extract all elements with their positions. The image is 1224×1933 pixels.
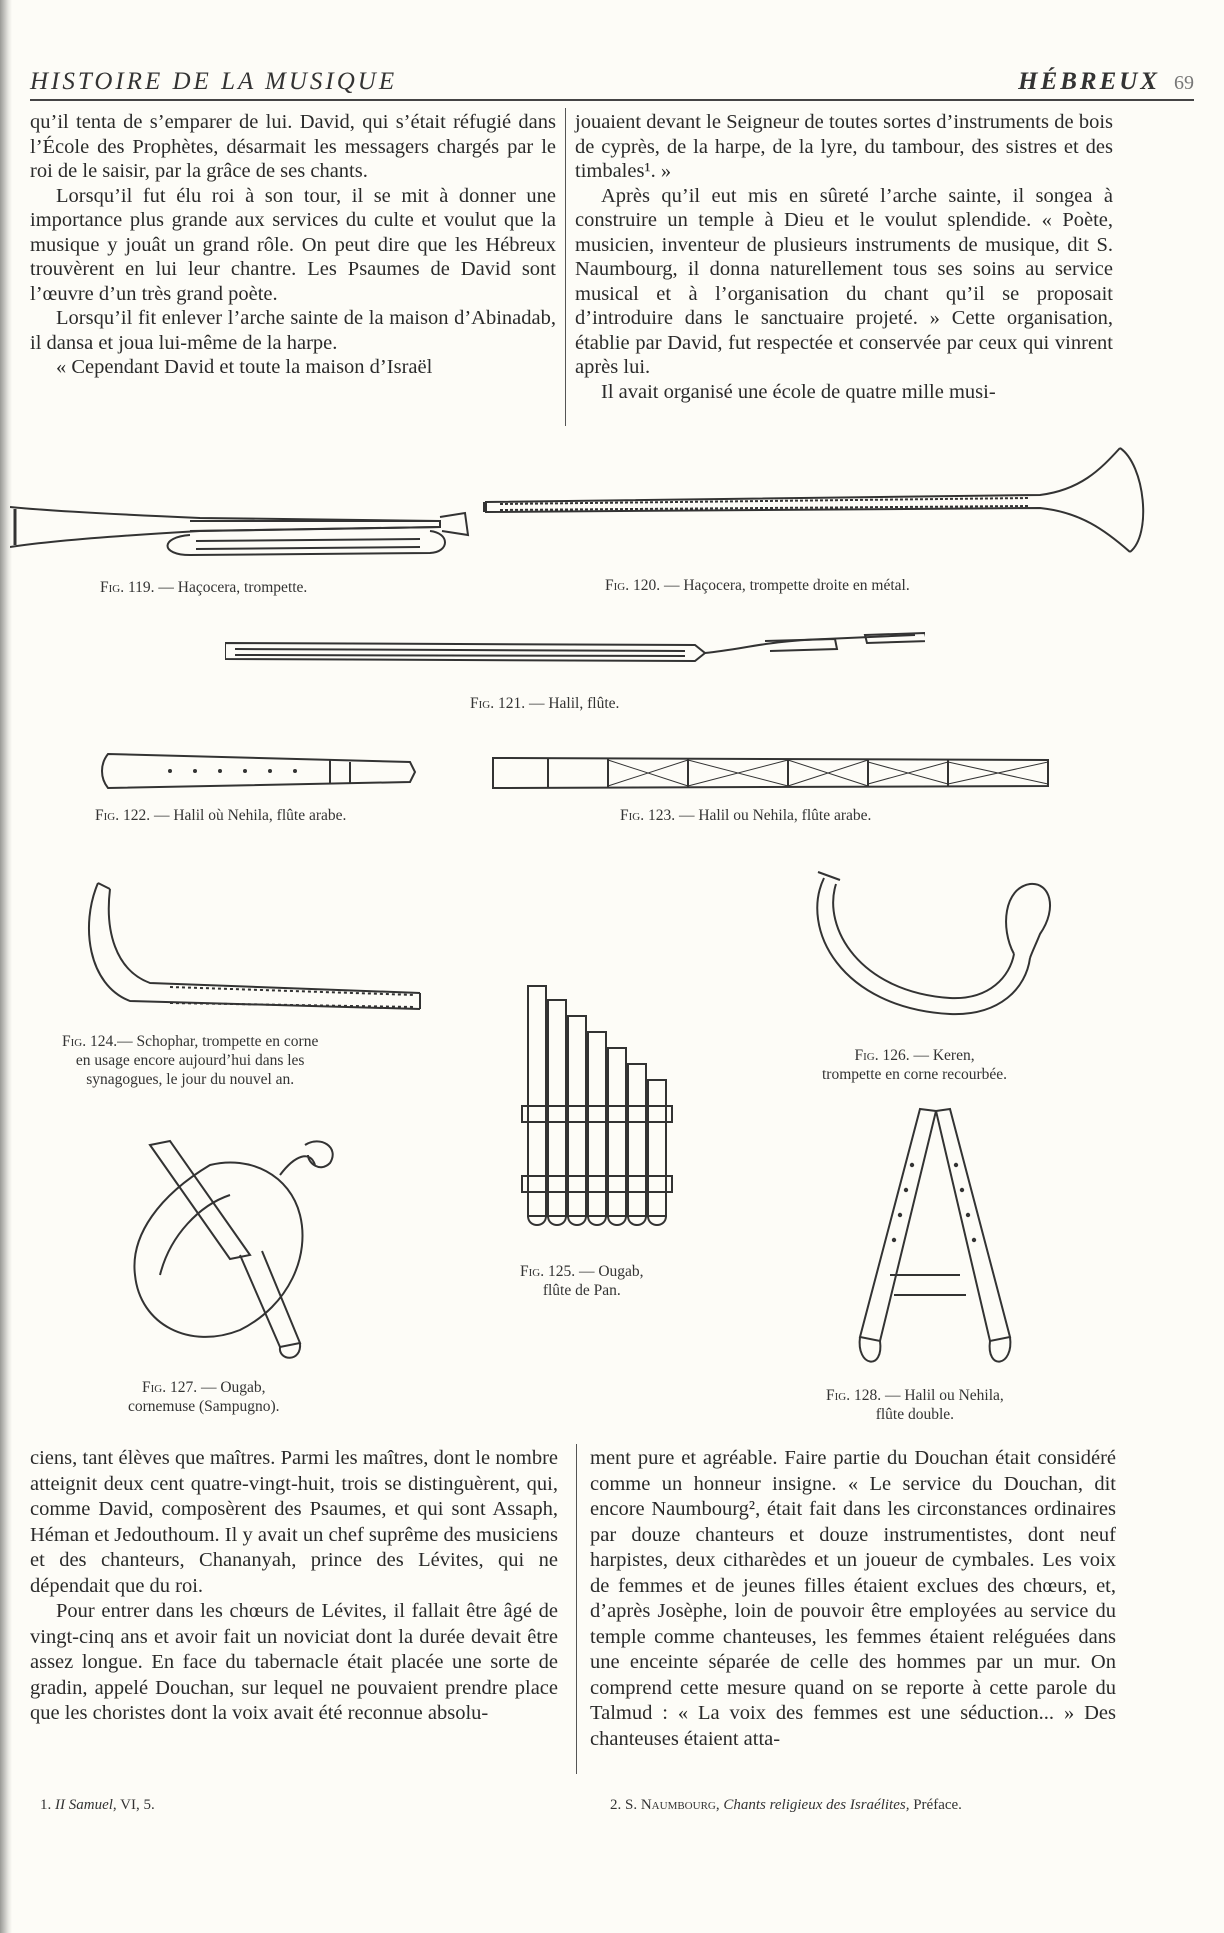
flute-123-icon <box>488 752 1053 794</box>
paragraph: Lorsqu’il fut élu roi à son tour, il se mit à donner une importance plus grande aux services du culte et voulut que la musique y jouât un grand rôle. On peut dire que les Hébreux trouvèrent en lui leur chantre. Les Psaumes de David sont l’œuvre d’un très grand poète. <box>30 184 556 305</box>
figure-caption-119: Fig. 119. — Haçocera, trompette. <box>100 579 308 596</box>
header-section: HÉBREUX <box>1018 68 1160 95</box>
footnote-2: 2. S. Naumbourg, Chants religieux des Israélites, Préface. <box>610 1797 962 1813</box>
header-left-title: HISTOIRE DE LA MUSIQUE <box>30 68 398 95</box>
figure-caption-127: Fig. 127. — Ougab, cornemuse (Sampugno). <box>128 1379 280 1415</box>
flute-122-icon <box>100 748 420 794</box>
figure-caption-125: Fig. 125. — Ougab, flûte de Pan. <box>520 1263 644 1299</box>
figure-caption-128: Fig. 128. — Halil ou Nehila, flûte double. <box>826 1387 1004 1423</box>
paragraph: ment pure et agréable. Faire partie du Douchan était considéré comme un honneur insigne. « Le service du Douchan, dit encore Naumbourg², était fait dans les circonstances ordinaires par douze chanteurs et douze instrumentistes, dont neuf harpistes, deux citharèdes et un joueur de cymbales. Les voix de femmes et de jeunes filles étaient exclues des chœurs, et, d’après Josèphe, loin de pouvoir être employées au service du temple comme chanteuses, les femmes étaient reléguées dans une enceinte séparée de celle des hommes par un mur. On comprend cette mesure quand on se reporte à cette parole du Talmud : « La voix des femmes est une séduction... » Des chanteuses étaient atta- <box>590 1447 1116 1750</box>
footnote-1: 1. II Samuel, VI, 5. <box>40 1797 155 1813</box>
top-right-column <box>575 110 1113 404</box>
figure-caption-124: Fig. 124.— Schophar, trompette en corne en usage encore aujourd’hui dans les synagogues, le jour du nouvel an. <box>62 1033 319 1088</box>
flute-121-icon <box>225 625 925 675</box>
pan-flute-icon <box>520 980 690 1240</box>
trumpet-119-icon <box>10 495 470 565</box>
shofar-icon <box>70 875 430 1020</box>
paragraph: Il avait organisé une école de quatre mille musi- <box>601 380 996 403</box>
paragraph: jouaient devant le Seigneur de toutes sortes d’instruments de bois de cyprès, de la harpe, de la lyre, du tambour, des sistres et des timbales¹. » <box>575 111 1113 182</box>
paragraph: ciens, tant élèves que maîtres. Parmi les maîtres, dont le nombre atteignit deux cent quatre-vingt-huit, trois se distinguèrent, qui, comme David, composèrent des Psaumes, et qui sont Assaph, Héman et Jedouthoum. Il y avait un chef suprême des musiciens et des chanteurs, Chananyah, prince des Lévites, qui ne dépendait que du roi. <box>30 1447 558 1597</box>
paragraph: Après qu’il eut mis en sûreté l’arche sainte, il songea à construire un temple à Dieu et le voulut splendide. « Poète, musicien, inventeur de plusieurs instruments de musique, dit S. Naumbourg, il donna naturellement tous ses soins au service musical et à l’organisation du chant qu’il se proposait d’introduire dans le sanctuaire projeté. » Cette organisation, établie par David, fut respectée et conservée par ceux qui vinrent après lui. <box>575 184 1113 378</box>
column-separator <box>565 108 566 426</box>
keren-horn-icon <box>800 868 1060 1028</box>
running-header <box>30 68 1194 98</box>
bottom-left-column <box>30 1446 558 1727</box>
page-number: 69 <box>1174 72 1194 94</box>
paragraph: Lorsqu’il fit enlever l’arche sainte de la maison d’Abinadab, il dansa et joua lui-même de la harpe. <box>30 307 556 354</box>
figure-caption-123: Fig. 123. — Halil ou Nehila, flûte arabe. <box>620 807 872 824</box>
figure-caption-120: Fig. 120. — Haçocera, trompette droite en métal. <box>605 577 910 594</box>
column-separator <box>576 1444 577 1774</box>
paragraph: « Cependant David et toute la maison d’Israël <box>56 356 433 378</box>
double-flute-icon <box>850 1105 1020 1375</box>
figure-caption-126: Fig. 126. — Keren, trompette en corne recourbée. <box>822 1047 1008 1083</box>
paragraph: qu’il tenta de s’emparer de lui. David, qui s’était réfugié dans l’École des Prophètes, désarmait les messagers chargés par le roi de le saisir, par la grâce de ses chants. <box>30 111 556 182</box>
bagpipe-icon <box>130 1135 360 1370</box>
paragraph: Pour entrer dans les chœurs de Lévites, il fallait être âgé de vingt-cinq ans et avoir fait un noviciat dont la durée devait être assez longue. En face du tabernacle était placée une sorte de gradin, appelé Douchan, sur lequel ne pouvaient prendre place que les choristes dont la voix avait été reconnue absolu- <box>30 1600 558 1724</box>
bottom-right-column <box>590 1446 1116 1752</box>
figure-caption-122: Fig. 122. — Halil où Nehila, flûte arabe. <box>95 807 347 824</box>
header-right-title <box>1018 68 1194 96</box>
top-left-column <box>30 110 556 380</box>
binding-edge <box>0 0 12 1933</box>
trumpet-120-icon <box>480 440 1160 560</box>
header-rule <box>30 99 1194 101</box>
figure-caption-121: Fig. 121. — Halil, flûte. <box>470 695 620 712</box>
